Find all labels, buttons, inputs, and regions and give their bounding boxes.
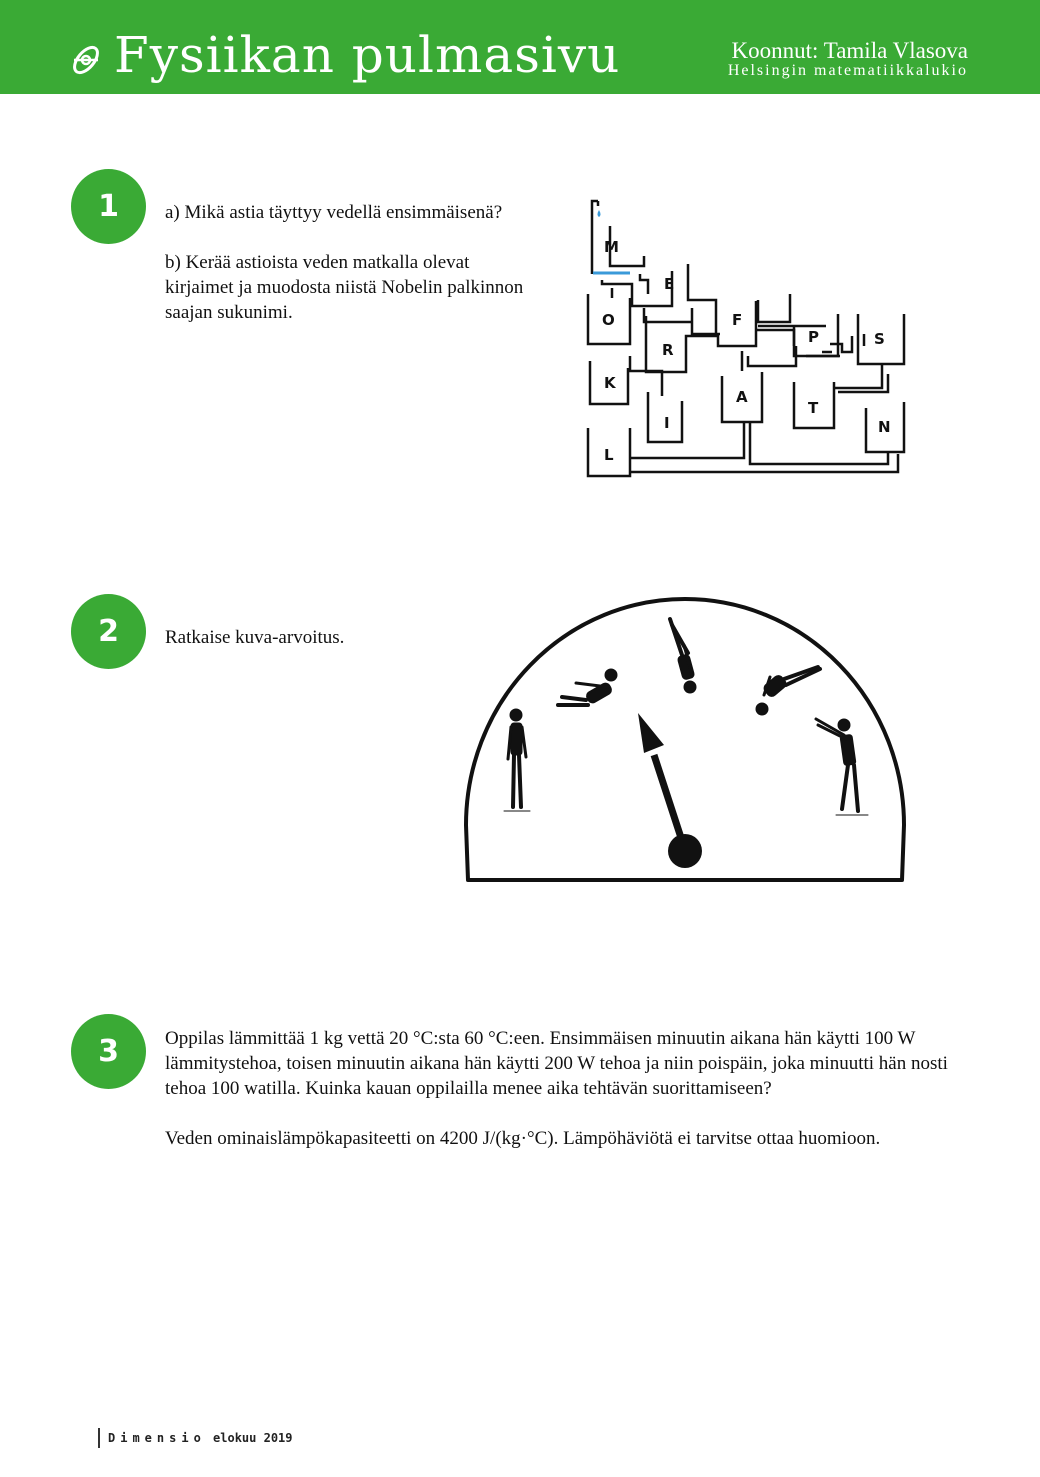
maze-letter-o: O	[602, 311, 615, 329]
puzzle-3-text	[165, 1026, 980, 1151]
puzzle-2-text: Ratkaise kuva-arvoitus.	[165, 627, 345, 648]
maze-letter-p: P	[808, 328, 819, 346]
puzzle-1-number: 1	[71, 169, 146, 244]
puzzle-1-question-a: a) Mikä astia täyttyy vedellä ensimmäisenä?	[165, 202, 503, 223]
puzzle-3-number: 3	[71, 1014, 146, 1089]
rebus-gauge-picture	[458, 595, 910, 887]
maze-letter-k: K	[604, 374, 616, 392]
puzzle-1-question-b: b) Kerää astioista veden matkalla olevat kirjaimet ja muodosta niistä Nobelin palkinnon saajan sukunimi.	[165, 252, 524, 323]
magazine-name: Dimensio	[108, 1431, 206, 1445]
maze-letter-i: I	[664, 414, 670, 432]
page-header	[0, 0, 1040, 94]
puzzle-3-hint: Veden ominaislämpökapasiteetti on 4200 J/(kg·°C). Lämpöhäviötä ei tarvitse ottaa huomioon.	[165, 1128, 881, 1149]
maze-letter-a: A	[736, 388, 748, 406]
page-title: Fysiikan pulmasivu	[114, 26, 621, 84]
maze-letter-t: T	[808, 399, 819, 417]
puzzle-1-text	[165, 200, 565, 325]
maze-letter-f: F	[732, 311, 743, 329]
page-footer	[98, 1428, 293, 1448]
school-line: Helsingin matematiikkalukio	[727, 62, 968, 79]
maze-letter-s: S	[874, 330, 885, 348]
water-maze-diagram	[582, 196, 912, 486]
water-drop-icon	[598, 210, 601, 217]
author-line: Koonnut: Tamila Vlasova	[731, 38, 968, 63]
maze-letter-m: M	[604, 238, 619, 256]
maze-letter-l: L	[604, 446, 614, 464]
puzzle-3-question: Oppilas lämmittää 1 kg vettä 20 °C:sta 60 °C:een. Ensimmäisen minuutin aikana hän käytti 100 W lämmitystehoa, toisen minuutin aikana hän käytti 200 W tehoa ja niin poispäin, joka minuutti hän nosti tehoa 100 watilla. Kuinka kauan oppilailla menee aika tehtävän suorittamiseen?	[165, 1028, 948, 1099]
maze-letter-n: N	[878, 418, 891, 436]
maze-letter-r: R	[662, 341, 674, 359]
puzzle-2-number: 2	[71, 594, 146, 669]
dimensio-logo-icon	[68, 40, 104, 80]
maze-letter-e: E	[664, 275, 675, 293]
issue-date: elokuu 2019	[213, 1431, 293, 1445]
